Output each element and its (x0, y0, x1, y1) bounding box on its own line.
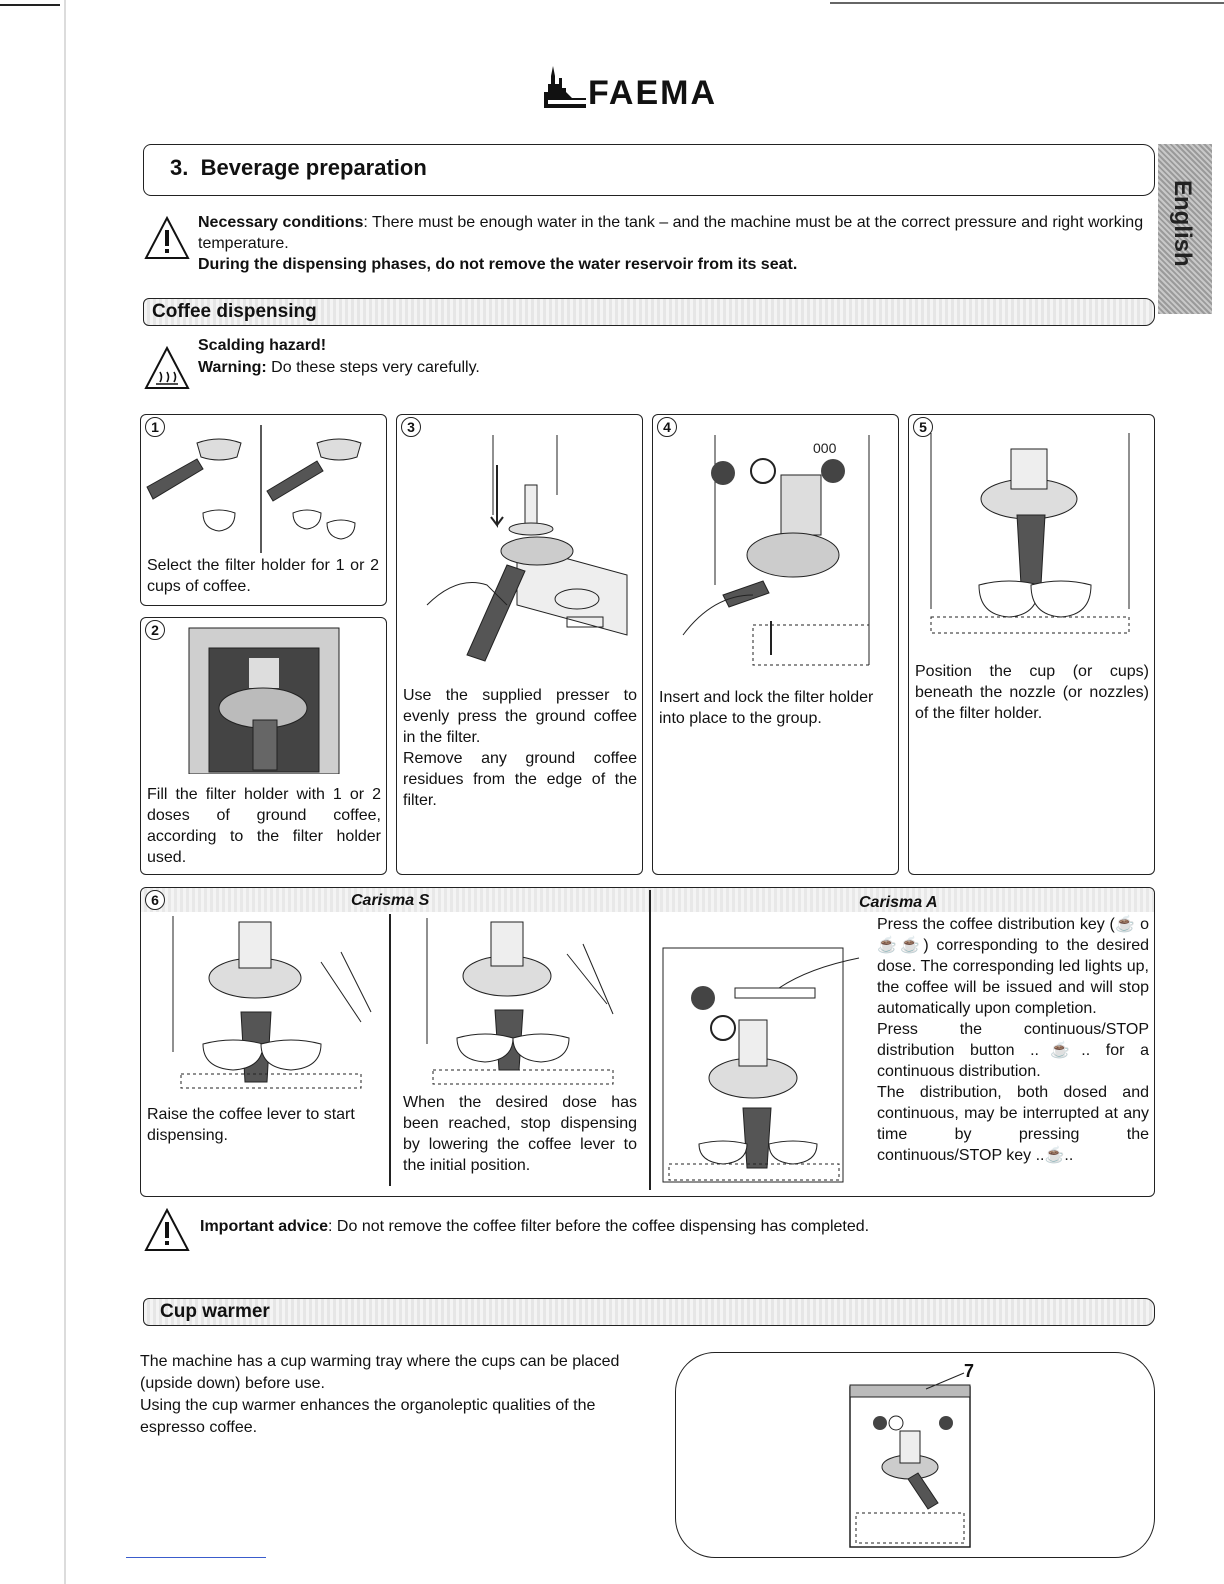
step-6-panel (140, 887, 1155, 1197)
hazard-title: Scalding hazard! (198, 337, 327, 354)
step-6-caption: Raise the coffee lever to start dispensing. (147, 1106, 355, 1144)
cup-position-illustration (919, 429, 1145, 649)
step-3-panel (396, 414, 643, 875)
step-number: 6 (145, 890, 165, 910)
raise-lever-illustration (151, 912, 381, 1092)
callout-number: 7 (964, 1361, 975, 1381)
step-6-header-bar (141, 888, 1154, 912)
warning-label: Warning: (198, 359, 267, 376)
svg-text:000: 000 (813, 440, 837, 456)
footer-link-line (126, 1557, 266, 1558)
cup-warmer-figure-panel (675, 1352, 1155, 1558)
carisma-a-instructions: Press the coffee distribution key (☕ o ☕☕) corresponding to the desired dose. The corresponding led lights up, the coffee will be issued and will stop automatically upon completion. Press the continuous/STOP distribution button ..☕.. for a continuous distribution. The distribution, both dosed and continuous, may be interrupted at any time by pressing the continuous/STOP key ..☕.. (877, 916, 1149, 1164)
tamping-illustration (407, 425, 633, 675)
important-text: : Do not remove the coffee filter before the coffee dispensing has completed. (328, 1218, 870, 1235)
step-number: 2 (145, 620, 165, 640)
carisma-a-illustration (659, 928, 867, 1188)
step-4-panel (652, 414, 899, 875)
step-number: 3 (401, 417, 421, 437)
cup-warmer-heading (143, 1298, 1155, 1326)
warning-icon (144, 216, 190, 260)
step-1-caption: Select the filter holder for 1 or 2 cups of coffee. (147, 557, 379, 595)
insert-filter-illustration (663, 425, 889, 675)
step-3-caption: Use the supplied presser to evenly press the ground coffee in the filter. Remove any ground coffee residues from the edge of the filter. (403, 687, 637, 809)
language-tab-label: English (1169, 180, 1196, 267)
conditions-text: : There must be enough water in the tank – and the machine must be at the correct pressure and right working temperature. (198, 214, 1144, 252)
lower-lever-illustration (403, 914, 639, 1090)
reservoir-note: During the dispensing phases, do not remove the water reservoir from its seat. (198, 256, 798, 273)
scan-edge-line (0, 4, 60, 6)
divider (389, 914, 391, 1186)
model-carisma-a: Carisma A (859, 894, 938, 911)
scan-edge-line (830, 2, 1224, 4)
scalding-hazard-icon (144, 346, 190, 390)
scalding-warning (198, 335, 480, 379)
necessary-conditions (198, 212, 1158, 275)
coffee-dispensing-heading (143, 298, 1155, 326)
model-carisma-s: Carisma S (351, 892, 430, 909)
logo-text: FAEMA (588, 74, 717, 112)
step-number: 4 (657, 417, 677, 437)
divider (649, 890, 651, 1190)
step-number: 1 (145, 417, 165, 437)
section-title-box (143, 144, 1155, 196)
step-4-caption: Insert and lock the filter holder into place to the group. (659, 689, 874, 727)
step-5-panel (908, 414, 1155, 875)
step-1-panel (140, 414, 387, 606)
filter-holder-illustration (145, 421, 381, 557)
conditions-label: Necessary conditions (198, 214, 364, 231)
important-warning-icon (144, 1208, 190, 1252)
cup-warmer-label: Cup warmer (160, 1301, 270, 1322)
warning-text: Do these steps very carefully. (266, 359, 480, 376)
important-label: Important advice (200, 1218, 329, 1235)
step-6b-caption: When the desired dose has been reached, stop dispensing by lowering the coffee lever to the initial position. (403, 1094, 637, 1174)
language-tab[interactable] (1158, 144, 1212, 314)
page-title: 3. Beverage preparation (170, 155, 427, 180)
faema-logo (540, 62, 770, 114)
grinder-illustration (181, 624, 351, 774)
step-number: 5 (913, 417, 933, 437)
coffee-dispensing-label: Coffee dispensing (152, 301, 317, 322)
machine-illustration (846, 1363, 1036, 1551)
step-2-caption: Fill the filter holder with 1 or 2 doses of ground coffee, according to the filter holder used. (147, 786, 381, 866)
logo-skyline-icon (540, 62, 590, 112)
step-2-panel (140, 617, 387, 875)
step-5-caption: Position the cup (or cups) beneath the nozzle (or nozzles) of the filter holder. (915, 663, 1149, 722)
important-advice (200, 1218, 869, 1236)
cup-warmer-text: The machine has a cup warming tray where the cups can be placed (upside down) before use. Using the cup warmer enhances the organoleptic qualities of the espresso coffee. (140, 1353, 620, 1436)
binding-line (64, 0, 66, 1584)
